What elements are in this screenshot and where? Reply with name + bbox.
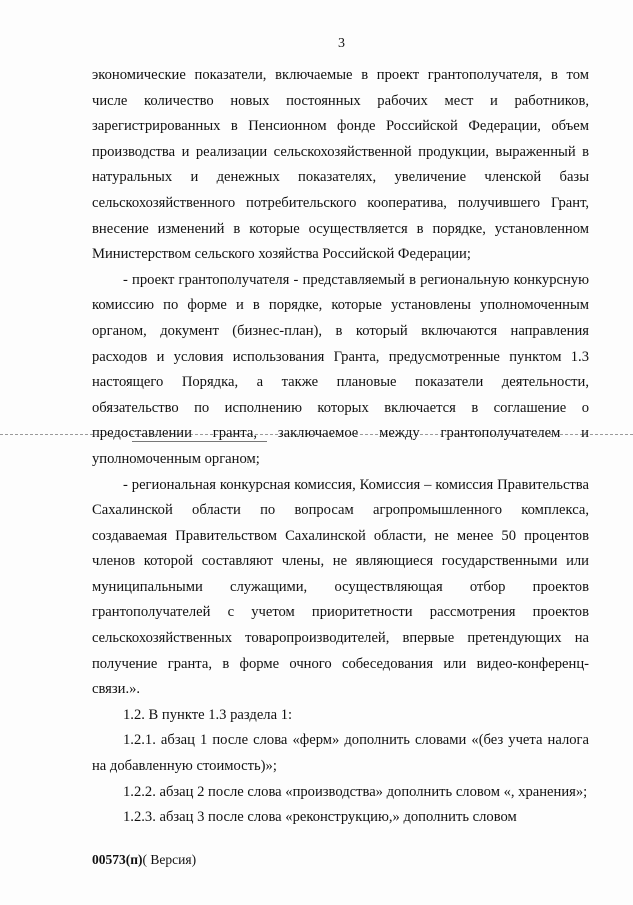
page-number: 3 bbox=[338, 36, 345, 51]
paragraph-item-1-2-3: 1.2.3. абзац 3 после слова «реконструкцию,» дополнить словом bbox=[123, 809, 517, 826]
document-body bbox=[92, 63, 589, 831]
paragraph-economic-indicators: экономические показатели, включаемые в проект грантополучателя, в том числе количество новых постоянных рабочих мест и работников, зарегистрированных в Пенсионном фонде Российской Федерации, объем производства и реализации сельскохозяйственной продукции, выраженный в натуральных и денежных показателях, увеличение членской базы сельскохозяйственного потребительского кооператива, получившего Грант, внесение изменений в которые осуществляется в порядке, установленном Министерством сельского хозяйства Российской Федерации; bbox=[92, 67, 589, 263]
document-footer bbox=[92, 852, 196, 868]
paragraph-item-1-2-2: 1.2.2. абзац 2 после слова «производства» дополнить словом «, хранения»; bbox=[123, 783, 588, 800]
document-version: ( Версия) bbox=[142, 852, 197, 867]
paragraph-grantee-project: - проект грантополучателя - представляемый в региональную конкурсную комиссию по форме и в порядке, которые установлены уполномоченным органом, документ (бизнес-план), в который включаются направления расходов и условия использования Гранта, предусмотренные пунктом 1.3 настоящего Порядка, а также плановые показатели деятельности, обязательство по исполнению которых включается в соглашение о предоставлении гранта, заключаемое между грантополучателем и уполномоченным органом; bbox=[92, 271, 589, 467]
paragraph-item-1-2: 1.2. В пункте 1.3 раздела 1: bbox=[123, 706, 293, 723]
paragraph-regional-commission: - региональная конкурсная комиссия, Комиссия – комиссия Правительства Сахалинской области по вопросам агропромышленного комплекса, создаваемая Правительством Сахалинской области, не менее 50 процентов членов которой составляют члены, не являющиеся государственными или муниципальными служащими, осуществляющая отбор проектов грантополучателей с учетом приоритетности рассмотрения проектов сельскохозяйственных товаропроизводителей, впервые претендующих на получение гранта, в форме очного собеседования или видео-конференц-связи.». bbox=[92, 476, 589, 698]
document-code: 00573(п) bbox=[92, 852, 143, 867]
paragraph-item-1-2-1: 1.2.1. абзац 1 после слова «ферм» дополнить словами «(без учета налога на добавленную стоимость)»; bbox=[92, 732, 589, 775]
